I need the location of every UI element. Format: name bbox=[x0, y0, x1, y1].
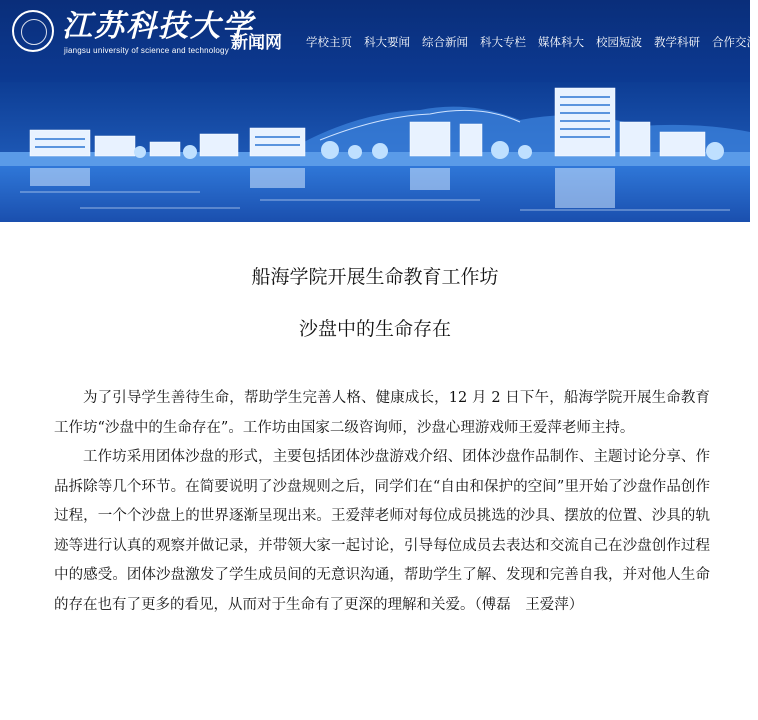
nav-item-campus-shorts[interactable]: 校园短波 bbox=[596, 35, 642, 49]
nav-item-home[interactable]: 学校主页 bbox=[306, 35, 352, 49]
nav-item-media[interactable]: 媒体科大 bbox=[538, 35, 584, 49]
nav-item-general-news[interactable]: 综合新闻 bbox=[422, 35, 468, 49]
university-english-name: jiangsu university of science and technology bbox=[64, 46, 229, 55]
site-name[interactable]: 新闻网 bbox=[231, 33, 282, 53]
nav-item-teaching-research[interactable]: 教学科研 bbox=[654, 35, 700, 49]
article-paragraph: 工作坊采用团体沙盘的形式，主要包括团体沙盘游戏介绍、团体沙盘作品制作、主题讨论分享、作品拆除等几个环节。在简要说明了沙盘规则之后，同学们在“自由和保护的空间”里开始了沙盘作品创作过程，一个个沙盘上的世界逐渐呈现出来。王爱萍老师对每位成员挑选的沙具、摆放的位置、沙具的轨迹等进行认真的观察并做记录，并带领大家一起讨论，引导每位成员去表达和交流自己在沙盘创作过程中的感受。团体沙盘激发了学生成员间的无意识沟通，帮助学生了解、发现和完善自我，并对他人生命的存在也有了更多的看见，从而对于生命有了更深的理解和关爱。（傅磊 王爱萍） bbox=[54, 449, 710, 613]
article-paragraph: 为了引导学生善待生命，帮助学生完善人格、健康成长，12 月 2 日下午，船海学院开展生命教育工作坊“沙盘中的生命存在”。工作坊由国家二级咨询师，沙盘心理游戏师王爱萍老师主持。 bbox=[54, 390, 710, 436]
main-nav bbox=[306, 34, 758, 50]
nav-item-columns[interactable]: 科大专栏 bbox=[480, 35, 526, 49]
top-bar bbox=[0, 0, 758, 82]
article-subtitle: 沙盘中的生命存在 bbox=[298, 318, 451, 340]
campus-banner-image bbox=[0, 82, 750, 222]
nav-item-headlines[interactable]: 科大要闻 bbox=[364, 35, 410, 49]
university-seal-logo[interactable] bbox=[12, 10, 54, 52]
university-name-logo[interactable]: 江苏科技大学 bbox=[62, 9, 254, 44]
nav-item-cooperation[interactable]: 合作交流 bbox=[712, 35, 758, 49]
article-title: 船海学院开展生命教育工作坊 bbox=[251, 266, 499, 288]
article-body bbox=[54, 384, 710, 620]
site-header bbox=[0, 0, 758, 222]
